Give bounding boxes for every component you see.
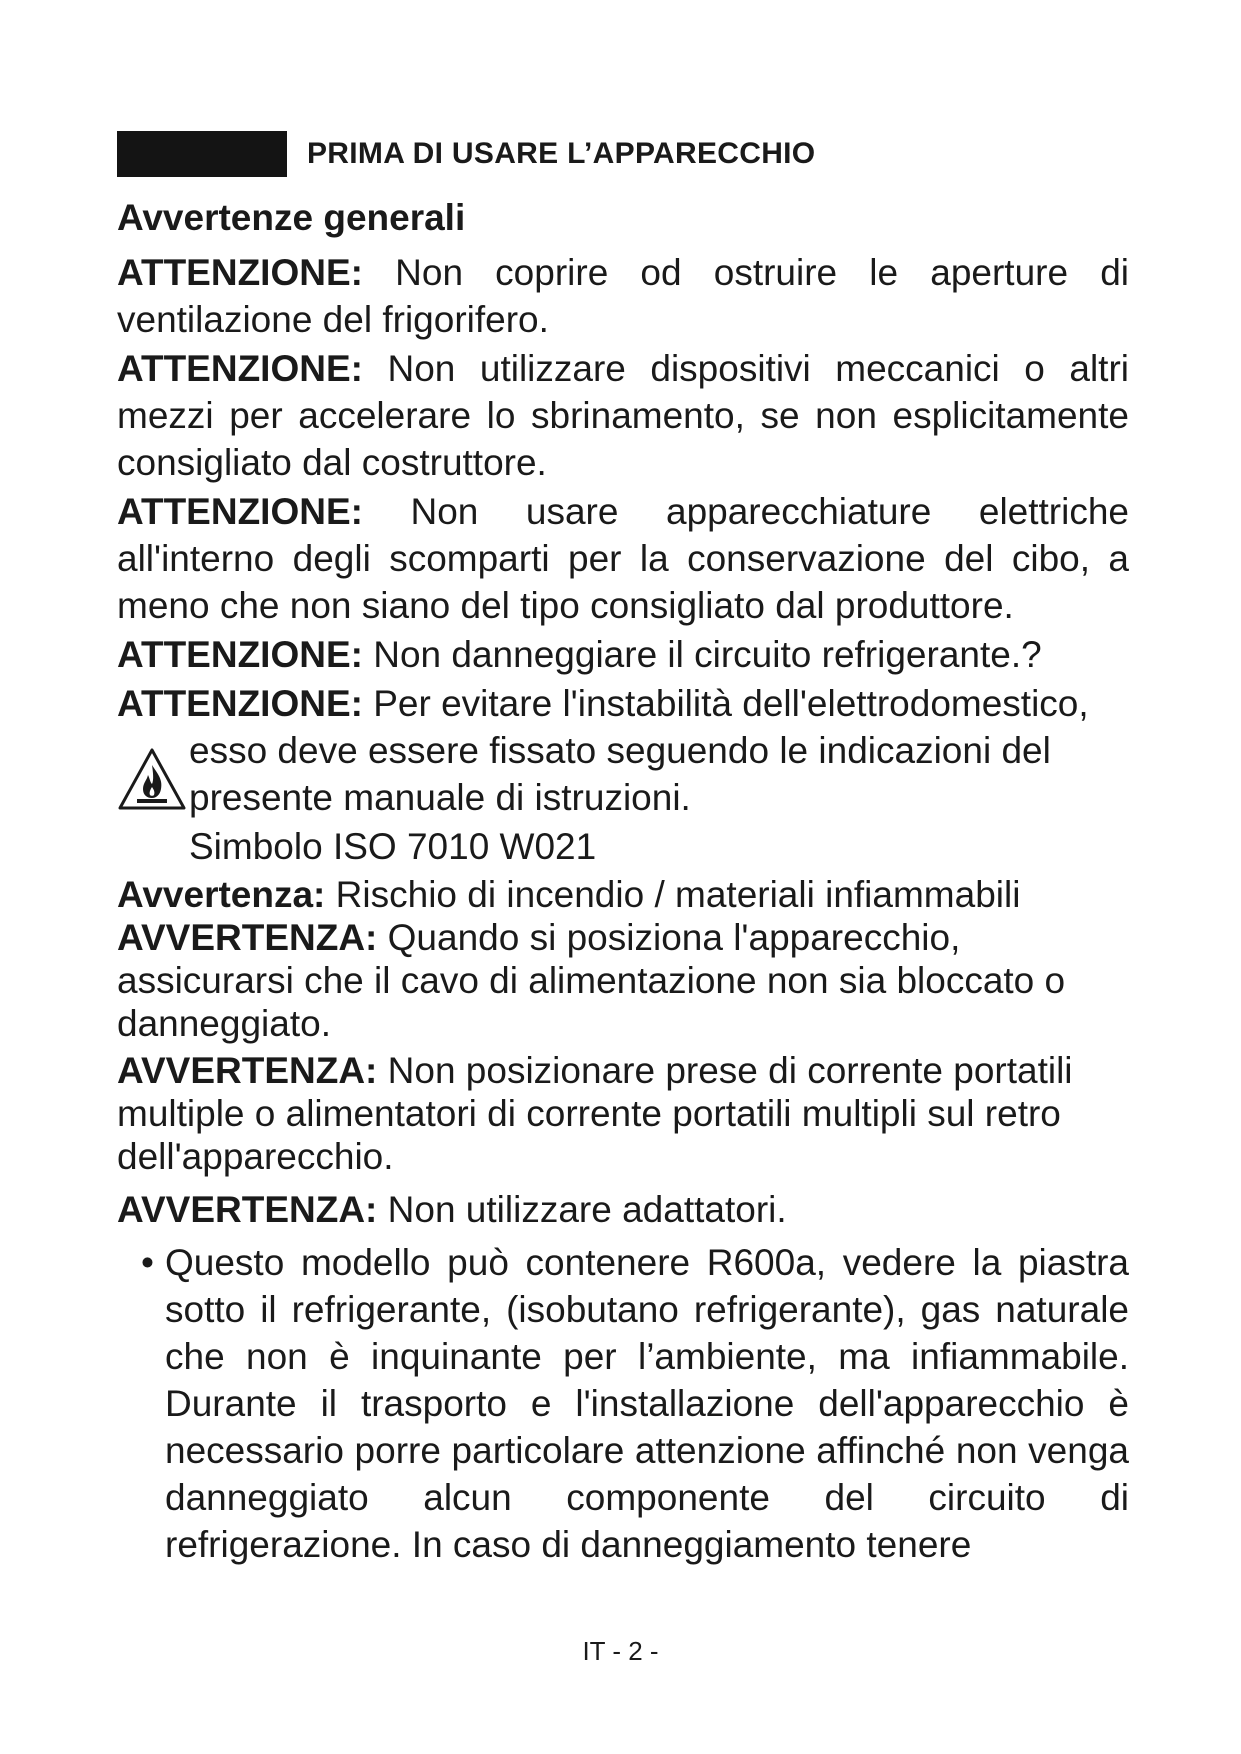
section-heading: Avvertenze generali (117, 197, 466, 238)
avvertenza-paragraph (117, 1186, 1129, 1233)
flammable-warning-icon (117, 747, 187, 811)
warning-label: ATTENZIONE: (117, 252, 363, 293)
section-header (117, 130, 815, 178)
warning-paragraph (117, 680, 1129, 727)
symbol-note: Simbolo ISO 7010 W021 (189, 826, 597, 867)
warning-paragraph (117, 345, 1129, 486)
bullet-symbol: • (141, 1242, 154, 1283)
warning-text: Per evitare l'instabilità dell'elettrodomestico, (373, 683, 1089, 724)
fixing-note-block (117, 727, 1129, 821)
avvertenza-paragraph (117, 1049, 1129, 1178)
avvertenza-paragraph (117, 916, 1129, 1045)
warning-paragraph (117, 631, 1129, 678)
warnings-block (117, 249, 1129, 1568)
warning-text: Non danneggiare il circuito refrigerante.? (373, 634, 1042, 675)
avvertenza-paragraph (117, 873, 1129, 916)
bullet-item (117, 1239, 1129, 1568)
avvertenza-label: Avvertenza: (117, 874, 326, 915)
avvertenza-text: Non utilizzare adattatori. (387, 1189, 787, 1230)
warning-text: Non utilizzare dispositivi meccanici o altri mezzi per accelerare lo sbrinamento, se non esplicitamente consigliato dal costruttore. (117, 348, 1129, 483)
page-number: IT - 2 - (582, 1636, 659, 1666)
warning-label: ATTENZIONE: (117, 348, 363, 389)
bullet-text: Questo modello può contenere R600a, vedere la piastra sotto il refrigerante, (isobutano refrigerante), gas naturale che non è inquinante per l’ambiente, ma infiammabile. Durante il trasporto e l'installazione dell'apparecchio è necessario porre particolare attenzione affinché non venga danneggiato alcun componente del circuito di refrigerazione. In caso di danneggiamento tenere (165, 1242, 1129, 1565)
header-title: PRIMA DI USARE L’APPARECCHIO (307, 137, 816, 170)
avvertenza-label: AVVERTENZA: (117, 1189, 378, 1230)
warning-paragraph (117, 249, 1129, 343)
header-bar (117, 131, 287, 177)
warning-text: Non coprire od ostruire le aperture di ventilazione del frigorifero. (117, 252, 1130, 340)
avvertenza-label: AVVERTENZA: (117, 917, 378, 958)
avvertenza-text: Non posizionare prese di corrente portatili multiple o alimentatori di corrente portatili multipli sul retro dell'apparecchio. (117, 1050, 1073, 1177)
avvertenza-label: AVVERTENZA: (117, 1050, 378, 1091)
avvertenza-text: Rischio di incendio / materiali infiammabili (335, 874, 1021, 915)
warning-label: ATTENZIONE: (117, 634, 363, 675)
warning-text: Non usare apparecchiature elettriche all'interno degli scomparti per la conservazione del cibo, a meno che non siano del tipo consigliato dal produttore. (117, 491, 1129, 626)
warning-paragraph (117, 488, 1129, 629)
warning-label: ATTENZIONE: (117, 491, 363, 532)
avvertenza-text: Quando si posiziona l'apparecchio, assicurarsi che il cavo di alimentazione non sia bloccato o danneggiato. (117, 917, 1066, 1044)
warning-label: ATTENZIONE: (117, 683, 363, 724)
fixing-note: esso deve essere fissato seguendo le indicazioni del presente manuale di istruzioni. (189, 730, 1051, 818)
